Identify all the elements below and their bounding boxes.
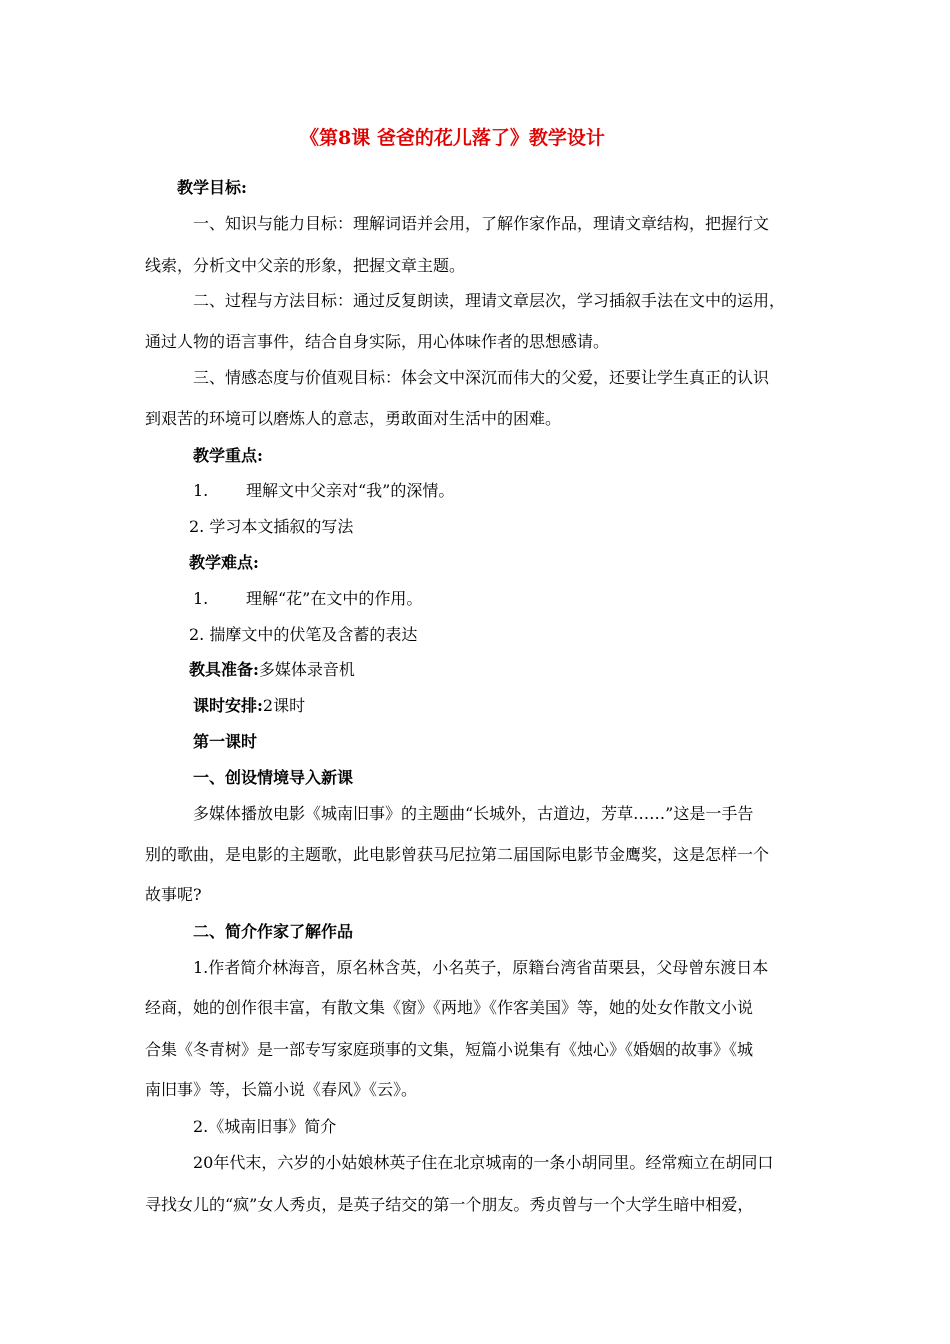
class-schedule-label: 课时安排: bbox=[193, 696, 263, 715]
teaching-tools-value: 多媒体录音机 bbox=[258, 660, 355, 679]
author-intro-line-1: 1.作者简介林海音，原名林含英，小名英子，原籍台湾省苗栗县，父母曾东渡日本 bbox=[193, 958, 769, 977]
section-2-heading: 二、简介作家了解作品 bbox=[193, 922, 354, 941]
goals-heading: 教学目标: bbox=[177, 178, 247, 197]
goal-2-line-2: 通过人物的语言事件，结合自身实际，用心体味作者的思想感请。 bbox=[145, 332, 610, 351]
story-line-2: 寻找女儿的“疯”女人秀贞，是英子结交的第一个朋友。秀贞曾与一个大学生暗中相爱， bbox=[145, 1195, 754, 1214]
difficulty-1-number: 1. bbox=[193, 589, 209, 608]
teaching-tools bbox=[189, 660, 355, 680]
story-line-1: 20年代末，六岁的小姑娘林英子住在北京城南的一条小胡同里。经常痴立在胡同口 bbox=[193, 1153, 774, 1172]
goal-2-line-1: 二、过程与方法目标：通过反复朗读，理请文章层次，学习插叙手法在文中的运用， bbox=[193, 291, 786, 310]
section-1-heading: 一、创设情境导入新课 bbox=[193, 768, 354, 787]
author-intro-line-2: 经商，她的创作很丰富，有散文集《窗》《两地》《作客美国》等，她的处女作散文小说 bbox=[145, 998, 754, 1017]
key-point-1-number: 1. bbox=[193, 481, 209, 500]
goal-3-line-2: 到艰苦的环境可以磨炼人的意志，勇敢面对生活中的困难。 bbox=[145, 409, 562, 428]
key-point-1-text: 理解文中父亲对“我”的深情。 bbox=[246, 481, 455, 500]
class-schedule bbox=[193, 696, 305, 716]
author-intro-line-3: 合集《冬青树》是一部专写家庭琐事的文集，短篇小说集有《烛心》《婚姻的故事》《城 bbox=[145, 1040, 754, 1059]
work-intro-heading: 2.《城南旧事》简介 bbox=[193, 1117, 337, 1136]
author-intro-line-4: 南旧事》等，长篇小说《春风》《云》。 bbox=[145, 1080, 418, 1099]
key-points-heading: 教学重点: bbox=[193, 446, 263, 465]
difficulty-2: 2. 揣摩文中的伏笔及含蓄的表达 bbox=[189, 625, 418, 644]
section-1-paragraph-line-1: 多媒体播放电影《城南旧事》的主题曲“长城外，古道边，芳草……”这是一手告 bbox=[193, 804, 754, 823]
class-schedule-value: 2课时 bbox=[262, 696, 306, 715]
key-point-2: 2. 学习本文插叙的写法 bbox=[189, 517, 354, 536]
section-1-paragraph-line-2: 别的歌曲，是电影的主题歌，此电影曾获马尼拉第二届国际电影节金鹰奖，这是怎样一个 bbox=[145, 845, 770, 864]
goal-1-line-1: 一、知识与能力目标：理解词语并会用，了解作家作品，理请文章结构，把握行文 bbox=[193, 214, 770, 233]
difficulty-1-text: 理解“花”在文中的作用。 bbox=[246, 589, 423, 608]
teaching-tools-label: 教具准备: bbox=[189, 660, 259, 679]
lesson-1-heading: 第一课时 bbox=[193, 732, 258, 751]
goal-1-line-2: 线索，分析文中父亲的形象，把握文章主题。 bbox=[145, 256, 466, 275]
section-1-paragraph-line-3: 故事呢? bbox=[145, 885, 202, 904]
document-title: 《第8课 爸爸的花儿落了》教学设计 bbox=[300, 127, 605, 149]
goal-3-line-1: 三、情感态度与价值观目标：体会文中深沉而伟大的父爱，还要让学生真正的认识 bbox=[193, 368, 770, 387]
difficulties-heading: 教学难点: bbox=[189, 553, 259, 572]
